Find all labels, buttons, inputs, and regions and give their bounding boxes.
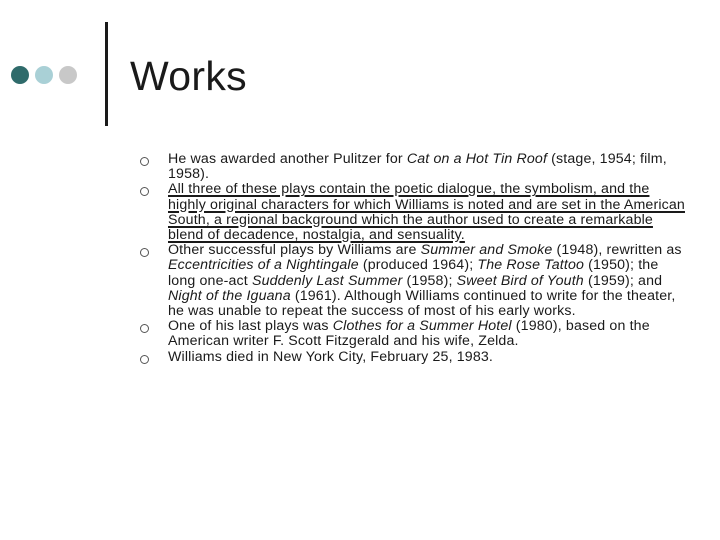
hollow-circle-bullet-icon [140,187,149,196]
bullet-text [168,152,685,182]
bullet-list [125,152,685,365]
title-italic-text: Suddenly Last Summer [251,272,403,289]
decor-dot [11,66,29,84]
text-run: (1958); [402,272,457,289]
bullet-text [168,350,493,365]
bullet-text [168,243,685,319]
text-run: All three of these plays contain the poetic dialogue, the symbolism, and the highly original characters for which Williams is noted and are set in the American South, a regional background which the author used to create a remarkable blend of decadence, nostalgia, and sensuality. [168,181,685,244]
text-run: (1961). Although Williams continued to write for the theater, he was unable to repeat the success of most of his early works. [168,287,676,320]
text-run: (1959); and [583,272,663,289]
bullet-item [125,182,685,243]
text-run: Other successful plays by Williams are [168,242,421,259]
bullet-item [125,152,685,182]
title-italic-text: Clothes for a Summer Hotel [332,318,512,335]
bullet-item [125,350,685,365]
title-italic-text: Night of the Iguana [168,287,291,304]
text-run: (1980), based on the American writer F. Scott Fitzgerald and his wife, Zelda. [168,318,650,350]
text-run: One of his last plays was [168,318,333,335]
title-decoration-dots [11,66,77,84]
bullet-text [168,182,685,243]
bullet-text [168,319,685,349]
title-divider [105,22,108,126]
title-italic-text: Sweet Bird of Youth [456,272,584,289]
hollow-circle-bullet-icon [140,324,149,333]
title-italic-text: Cat on a Hot Tin Roof [406,151,548,167]
text-run: (stage, 1954; film, 1958). [168,151,667,183]
bullet-item [125,319,685,349]
title-italic-text: The Rose Tattoo [477,257,585,274]
hollow-circle-bullet-icon [140,248,149,257]
hollow-circle-bullet-icon [140,355,149,364]
text-run: He was awarded another Pulitzer for [168,151,407,167]
title-italic-text: Eccentricities of a Nightingale [168,257,359,274]
decor-dot [35,66,53,84]
bullet-item [125,243,685,319]
text-run: (1948), rewritten as [552,242,682,259]
slide-title: Works [130,53,247,99]
text-run: (produced 1964); [358,257,478,274]
decor-dot [59,66,77,84]
title-italic-text: Summer and Smoke [420,242,553,259]
text-run: (1950); the long one-act [168,257,659,289]
text-run: Williams died in New York City, February 25, 1983. [168,348,494,365]
hollow-circle-bullet-icon [140,157,149,166]
